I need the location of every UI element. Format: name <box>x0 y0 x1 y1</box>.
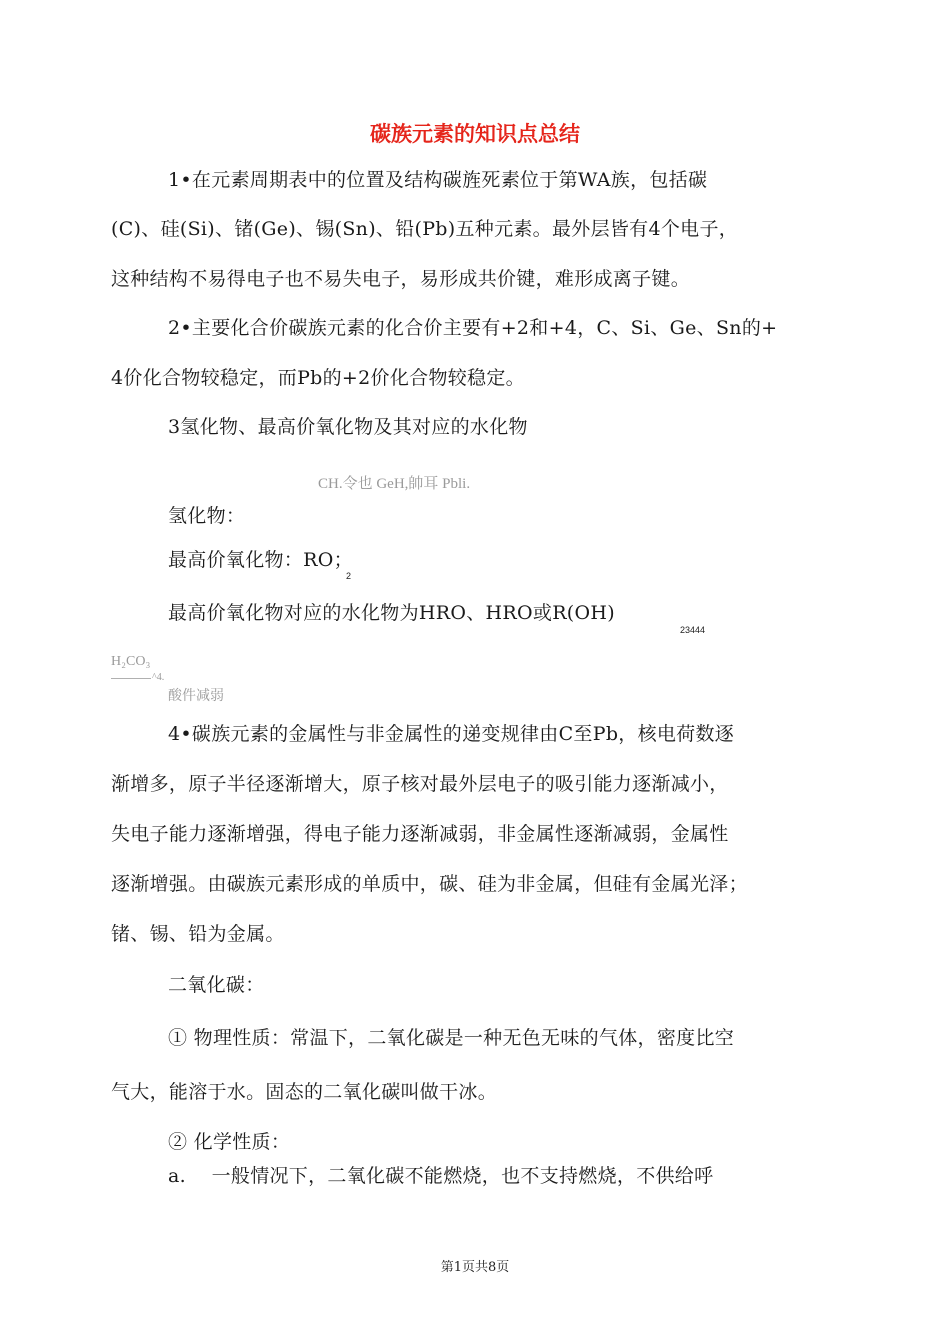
page-footer: 第1页共8页 <box>440 1260 510 1275</box>
paragraph-2-line-2: 4价化合物较稳定，而Pb的+2价化合物较稳定。 <box>111 367 525 389</box>
hydride-formulas: CH.令也 GeH,帥耳 Pbli. <box>318 476 471 492</box>
paragraph-4-line-5: 锗、锡、铅为金属。 <box>111 923 285 945</box>
paragraph-4-line-3: 失电子能力逐渐增强，得电子能力逐渐减弱，非金属性逐渐减弱，金属性 <box>111 823 729 845</box>
paragraph-1-line-1: 1•在元素周期表中的位置及结构碳旌死素位于第WA族，包括碳 <box>168 169 708 191</box>
oxide-subscript: 2 <box>346 571 352 581</box>
paragraph-1-line-3: 这种结构不易得电子也不易失电子，易形成共价键，难形成离子键。 <box>111 268 691 290</box>
h2co3-mark: ^4. <box>152 672 165 683</box>
paragraph-4-line-1: 4•碳族元素的金属性与非金属性的递变规律由C至Pb，核电荷数逐 <box>168 723 735 745</box>
acid-note: 酸件减弱 <box>168 689 224 704</box>
physical-properties-line-2: 气大，能溶于水。固态的二氧化碳叫做干冰。 <box>111 1081 498 1103</box>
paragraph-3-heading: 3氢化物、最高价氧化物及其对应的水化物 <box>168 416 528 438</box>
page-title: 碳族元素的知识点总结 <box>370 122 580 146</box>
hydrate-label: 最高价氧化物对应的水化物为HRO、HRO或R(OH) <box>168 602 615 624</box>
paragraph-1-line-2: (C)、硅(Si)、锗(Ge)、锡(Sn)、铅(Pb)五种元素。最外层皆有4个电子， <box>111 218 739 240</box>
paragraph-4-line-4: 逐渐增强。由碳族元素形成的单质中，碳、硅为非金属，但硅有金属光泽； <box>111 873 748 895</box>
hydride-label: 氢化物： <box>168 505 246 527</box>
divider-line <box>111 678 151 679</box>
paragraph-2-line-1: 2•主要化合价碳族元素的化合价主要有+2和+4，C、Si、Ge、Sn的+ <box>168 317 778 339</box>
physical-properties-line-1: ① 物理性质：常温下，二氧化碳是一种无色无味的气体，密度比空 <box>168 1027 735 1049</box>
chemical-properties-heading: ② 化学性质： <box>168 1131 291 1153</box>
chemical-property-a: a. 一般情况下，二氧化碳不能燃烧，也不支持燃烧，不供给呼 <box>168 1165 714 1187</box>
hydrate-subscripts: 23444 <box>680 625 706 635</box>
oxide-label: 最高价氧化物：RO； <box>168 549 353 571</box>
paragraph-4-line-2: 渐增多，原子半径逐渐增大，原子核对最外层电子的吸引能力逐渐减小， <box>111 773 729 795</box>
co2-heading: 二氧化碳： <box>168 974 265 996</box>
h2co3-formula: H₂CO₃ <box>111 654 151 669</box>
